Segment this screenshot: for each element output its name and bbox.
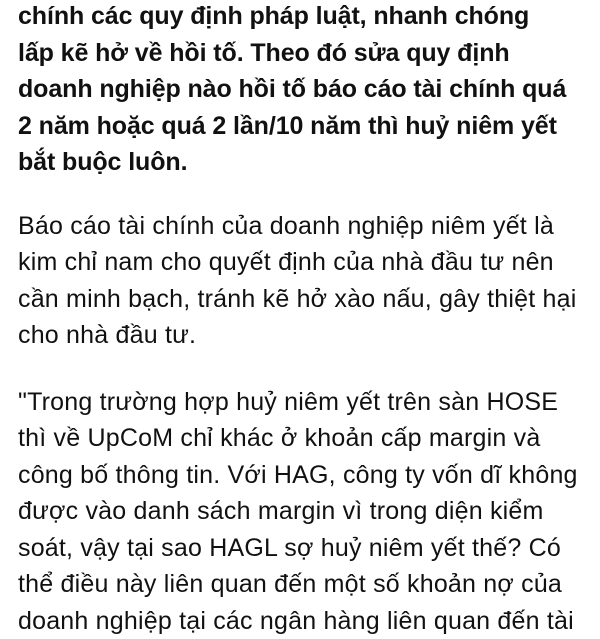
text-line: cho nhà đầu tư. xyxy=(18,317,598,354)
text-line: thể điều này liên quan đến một số khoản nợ của xyxy=(18,566,598,603)
text-line: bắt buộc luôn. xyxy=(18,144,598,181)
text-line: kim chỉ nam cho quyết định của nhà đầu tư nên xyxy=(18,244,598,281)
text-line: chính các quy định pháp luật, nhanh chóng xyxy=(18,0,598,35)
text-line: công bố thông tin. Với HAG, công ty vốn dĩ không xyxy=(18,457,598,494)
text-line: cần minh bạch, tránh kẽ hở xào nấu, gây thiệt hại xyxy=(18,281,598,318)
text-line: soát, vậy tại sao HAGL sợ huỷ niêm yết thế? Có xyxy=(18,530,598,567)
text-line: doanh nghiệp nào hồi tố báo cáo tài chính quá xyxy=(18,71,598,108)
text-line: lấp kẽ hở về hồi tố. Theo đó sửa quy định xyxy=(18,35,598,72)
text-line: Báo cáo tài chính của doanh nghiệp niêm yết là xyxy=(18,208,598,245)
text-line: 2 năm hoặc quá 2 lần/10 năm thì huỷ niêm yết xyxy=(18,108,598,145)
article-body xyxy=(18,0,598,639)
text-line: doanh nghiệp tại các ngân hàng liên quan đến tài xyxy=(18,603,598,639)
text-line: được vào danh sách margin vì trong diện kiểm xyxy=(18,493,598,530)
text-line: thì về UpCoM chỉ khác ở khoản cấp margin và xyxy=(18,420,598,457)
paragraph-financial-reports xyxy=(18,208,598,354)
text-line: "Trong trường hợp huỷ niêm yết trên sàn HOSE xyxy=(18,384,598,421)
bold-paragraph xyxy=(18,0,598,181)
paragraph-quote xyxy=(18,384,598,639)
